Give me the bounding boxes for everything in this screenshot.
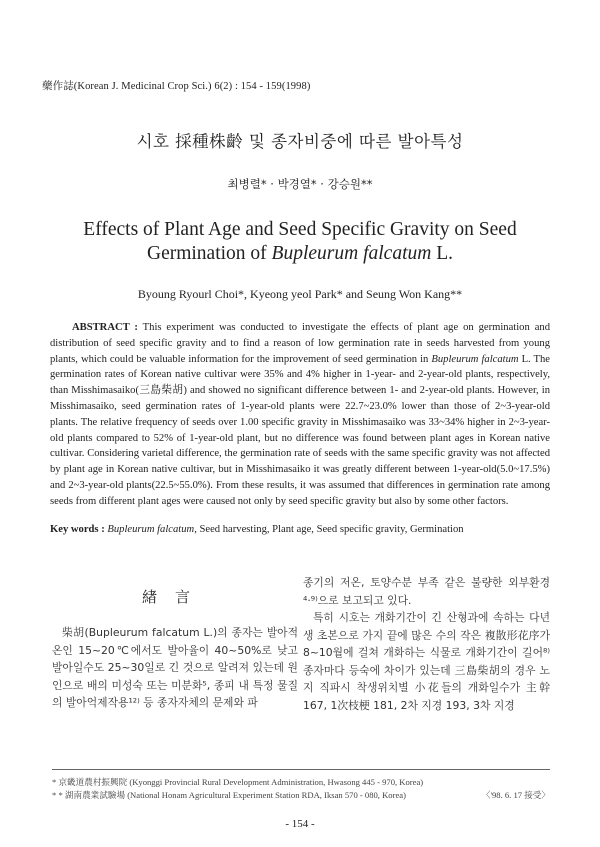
intro-right-paragraph-2: 특히 시호는 개화기간이 긴 산형과에 속하는 다년생 초본으로 가지 끝에 많은 수의 작은 複散形花序가 8~10월에 걸쳐 개화하는 식물로 개화기간이 길어⁸⁾ 종자마다 등숙에 차이가 있는데 三島柴胡의 경우 노지 직파시 착생위치별 小花들의 개화일수가 主幹 167, 1次枝梗 181, 2차 지경 193, 3차 지경 bbox=[303, 611, 550, 712]
title-species: Bupleurum falcatum bbox=[271, 243, 432, 264]
english-title bbox=[0, 218, 600, 266]
korean-authors: 최병렬* · 박경열* · 강승원** bbox=[227, 177, 373, 191]
footnote-affiliation-2-text: * * 湖南農業試驗場 (National Honam Agricultural Experiment Station RDA, Iksan 570 - 080, Korea) bbox=[52, 790, 406, 800]
section-heading-introduction: 緖言 bbox=[141, 588, 208, 606]
intro-right-paragraph-1: 종기의 저온, 토양수분 부족 같은 불량한 외부환경⁴·⁹⁾으로 보고되고 있다. bbox=[303, 576, 550, 607]
abstract-species: Bupleurum falcatum bbox=[431, 353, 519, 365]
english-authors: Byoung Ryourl Choi*, Kyeong yeol Park* and Seung Won Kang** bbox=[137, 287, 463, 301]
keywords-label: Key words : bbox=[50, 524, 105, 535]
intro-left-paragraph: 柴胡(Bupleurum falcatum L.)의 종자는 발아적온인 15~20℃에서도 발아율이 40~50%로 낮고 발아일수도 25~30일로 긴 것으로 알려져 있는데 원인으로 배의 미성숙 또는 미분화⁵, 종피 내 특정 물질의 발아억제작용¹²⁾ 등 종자자체의 문제와 파 bbox=[52, 626, 298, 709]
title-suffix: L. bbox=[431, 243, 453, 264]
title-prefix: Germination of bbox=[146, 243, 272, 264]
keywords-text: , Seed harvesting, Plant age, Seed specific gravity, Germination bbox=[194, 524, 464, 535]
abstract-text-2: L. The germination rates of Korean native cultivar were 35% and 4% higher in 1-year- and 2-year-old plants, respectively, than Misshimasaiko(三島柴胡) and showed no significant difference between 1- and 2-year-old plants. However, in Misshimasaiko, seed germination rates of 1-year-old plants were 22.7~23.0% lower than those of 2~3-year-old plants. The relative frequency of seeds over 1.00 specific gravity in Misshimasaiko was 33~34% higher in 2~3-year-old plants compared to 52% of 1-year-old plant, but no difference was found between plant ages in Korean native cultivar. Considering varietal difference, the germination rate of seeds with the same specific gravity was not affected by plant age in Korean native cultivar, but in Misshimasaiko it was greatly different between 1-year-old(5.0~17.5%) and 2~3-year-old plants(22.5~55.0%). From these results, it was assumed that differences in germination rate among seeds from different plant ages were caused not only by seed specific gravity but also by some other factors. bbox=[50, 353, 550, 507]
page-number: - 154 - bbox=[285, 818, 315, 830]
keywords bbox=[50, 524, 550, 535]
received-date: 〈'98. 6. 17 接受〉 bbox=[481, 790, 550, 800]
korean-title: 시호 採種株齡 및 종자비중에 따른 발아특성 bbox=[136, 132, 464, 151]
abstract-label: ABSTRACT : bbox=[72, 322, 138, 333]
footnote-affiliation-2 bbox=[52, 789, 550, 801]
footnote-divider bbox=[52, 769, 550, 770]
footnote-affiliation-1: * 京畿道農村振興院 (Kyonggi Provincial Rural Development Administration, Hwasong 445 - 970, Korea) bbox=[52, 777, 424, 787]
journal-citation: 藥作誌(Korean J. Medicinal Crop Sci.) 6(2) : 154 - 159(1998) bbox=[42, 81, 311, 92]
abstract bbox=[50, 320, 550, 510]
english-title-line1: Effects of Plant Age and Seed Specific Gravity on Seed bbox=[83, 219, 517, 240]
english-title-line2 bbox=[0, 242, 600, 266]
abstract-text-1: This experiment was conducted to investigate the effects of plant age on germination and distribution of seed specific gravity and to find a reason of low germination rate in seeds harvested from young plants, which could be valuable information for the improvement of seed germination in bbox=[50, 322, 550, 365]
keywords-species: Bupleurum falcatum bbox=[107, 524, 195, 535]
